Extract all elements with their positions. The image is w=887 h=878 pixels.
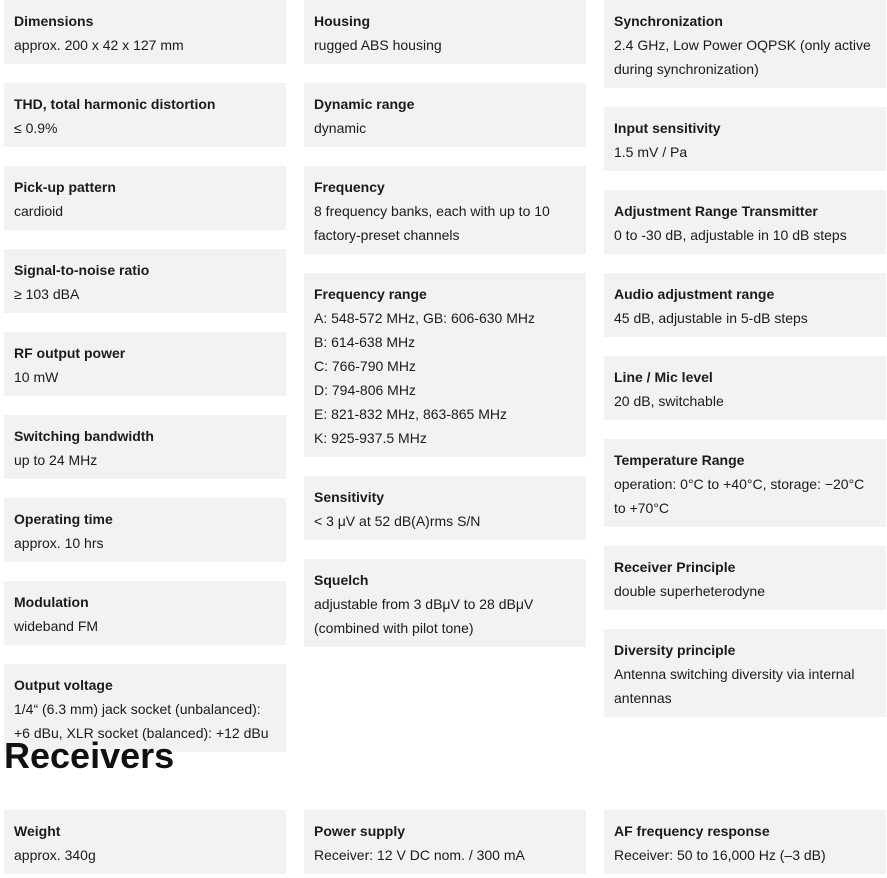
spec-label: RF output power	[14, 345, 126, 361]
spec-value: ≤ 0.9%	[14, 120, 58, 136]
spec-label: Line / Mic level	[614, 369, 713, 385]
spec-card	[4, 415, 286, 479]
spec-value: 8 frequency banks, each with up to 10 factory-preset channels	[314, 203, 550, 243]
spec-value: dynamic	[314, 120, 367, 136]
spec-column-2	[304, 0, 586, 666]
spec-card	[4, 83, 286, 147]
spec-label: Adjustment Range Transmitter	[614, 203, 818, 219]
spec-label: Weight	[14, 823, 61, 839]
spec-card	[4, 810, 286, 874]
spec-label: Frequency range	[314, 286, 427, 302]
receivers-heading: Receivers	[4, 735, 175, 776]
spec-label: Output voltage	[14, 677, 113, 693]
spec-value: 1/4“ (6.3 mm) jack socket (unbalanced): +6 dBu, XLR socket (balanced): +12 dBu	[14, 701, 269, 741]
spec-value: Antenna switching diversity via internal antennas	[614, 666, 855, 706]
spec-label: Audio adjustment range	[614, 286, 775, 302]
spec-card	[304, 476, 586, 540]
spec-card	[304, 273, 586, 457]
spec-label: AF frequency response	[614, 823, 770, 839]
spec-value-line: D: 794-806 MHz	[314, 382, 416, 398]
spec-card	[604, 190, 886, 254]
spec-value: approx. 200 x 42 x 127 mm	[14, 37, 184, 53]
spec-column-3	[604, 0, 886, 736]
spec-card	[4, 332, 286, 396]
spec-card	[4, 0, 286, 64]
spec-value: approx. 10 hrs	[14, 535, 104, 551]
spec-card	[304, 166, 586, 254]
spec-card	[304, 559, 586, 647]
spec-label: Modulation	[14, 594, 89, 610]
spec-value: cardioid	[14, 203, 64, 219]
spec-label: Power supply	[314, 823, 406, 839]
spec-label: Input sensitivity	[614, 120, 721, 136]
spec-label: Squelch	[314, 572, 369, 588]
spec-value: 20 dB, switchable	[614, 393, 724, 409]
spec-value: operation: 0°C to +40°C, storage: −20°C to +70°C	[614, 476, 865, 516]
spec-label: Dimensions	[14, 13, 94, 29]
spec-value: 45 dB, adjustable in 5-dB steps	[614, 310, 808, 326]
spec-value: wideband FM	[14, 618, 99, 634]
spec-card	[604, 0, 886, 88]
spec-card	[304, 0, 586, 64]
spec-column-1	[4, 0, 286, 771]
spec-card	[4, 581, 286, 645]
spec-label: Switching bandwidth	[14, 428, 154, 444]
spec-card	[604, 439, 886, 527]
spec-value: approx. 340g	[14, 847, 96, 863]
spec-card	[604, 356, 886, 420]
spec-card	[4, 249, 286, 313]
spec-card	[604, 107, 886, 171]
spec-card	[604, 546, 886, 610]
spec-label: Housing	[314, 13, 370, 29]
spec-value: 1.5 mV / Pa	[614, 144, 688, 160]
spec-card	[604, 629, 886, 717]
spec-value: up to 24 MHz	[14, 452, 98, 468]
spec-card	[4, 498, 286, 562]
spec-value: 10 mW	[14, 369, 59, 385]
spec-label: Signal-to-noise ratio	[14, 262, 150, 278]
spec-label: Receiver Principle	[614, 559, 736, 575]
spec-value-line: C: 766-790 MHz	[314, 358, 416, 374]
spec-label: Frequency	[314, 179, 385, 195]
receivers-specs	[0, 810, 887, 878]
spec-value: rugged ABS housing	[314, 37, 442, 53]
spec-label: Pick-up pattern	[14, 179, 116, 195]
spec-value-line: B: 614-638 MHz	[314, 334, 416, 350]
spec-value-line: E: 821-832 MHz, 863-865 MHz	[314, 406, 507, 422]
spec-value: 2.4 GHz, Low Power OQPSK (only active during synchronization)	[614, 37, 871, 77]
spec-value-line: A: 548-572 MHz, GB: 606-630 MHz	[314, 310, 535, 326]
spec-value: Receiver: 50 to 16,000 Hz (–3 dB)	[614, 847, 826, 863]
spec-value: 0 to -30 dB, adjustable in 10 dB steps	[614, 227, 847, 243]
spec-value: Receiver: 12 V DC nom. / 300 mA	[314, 847, 525, 863]
spec-label: Operating time	[14, 511, 113, 527]
spec-label: Diversity principle	[614, 642, 736, 658]
spec-value: double superheterodyne	[614, 583, 766, 599]
spec-label: Sensitivity	[314, 489, 385, 505]
spec-value-line: K: 925-937.5 MHz	[314, 430, 427, 446]
spec-value: < 3 μV at 52 dB(A)rms S/N	[314, 513, 481, 529]
spec-value: ≥ 103 dBA	[14, 286, 80, 302]
spec-label: Temperature Range	[614, 452, 745, 468]
spec-card	[304, 83, 586, 147]
spec-card	[604, 273, 886, 337]
spec-label: THD, total harmonic distortion	[14, 96, 216, 112]
spec-label: Synchronization	[614, 13, 723, 29]
spec-card	[604, 810, 886, 874]
spec-value: adjustable from 3 dBμV to 28 dBμV (combined with pilot tone)	[314, 596, 534, 636]
spec-label: Dynamic range	[314, 96, 415, 112]
spec-card	[4, 166, 286, 230]
spec-card	[304, 810, 586, 874]
